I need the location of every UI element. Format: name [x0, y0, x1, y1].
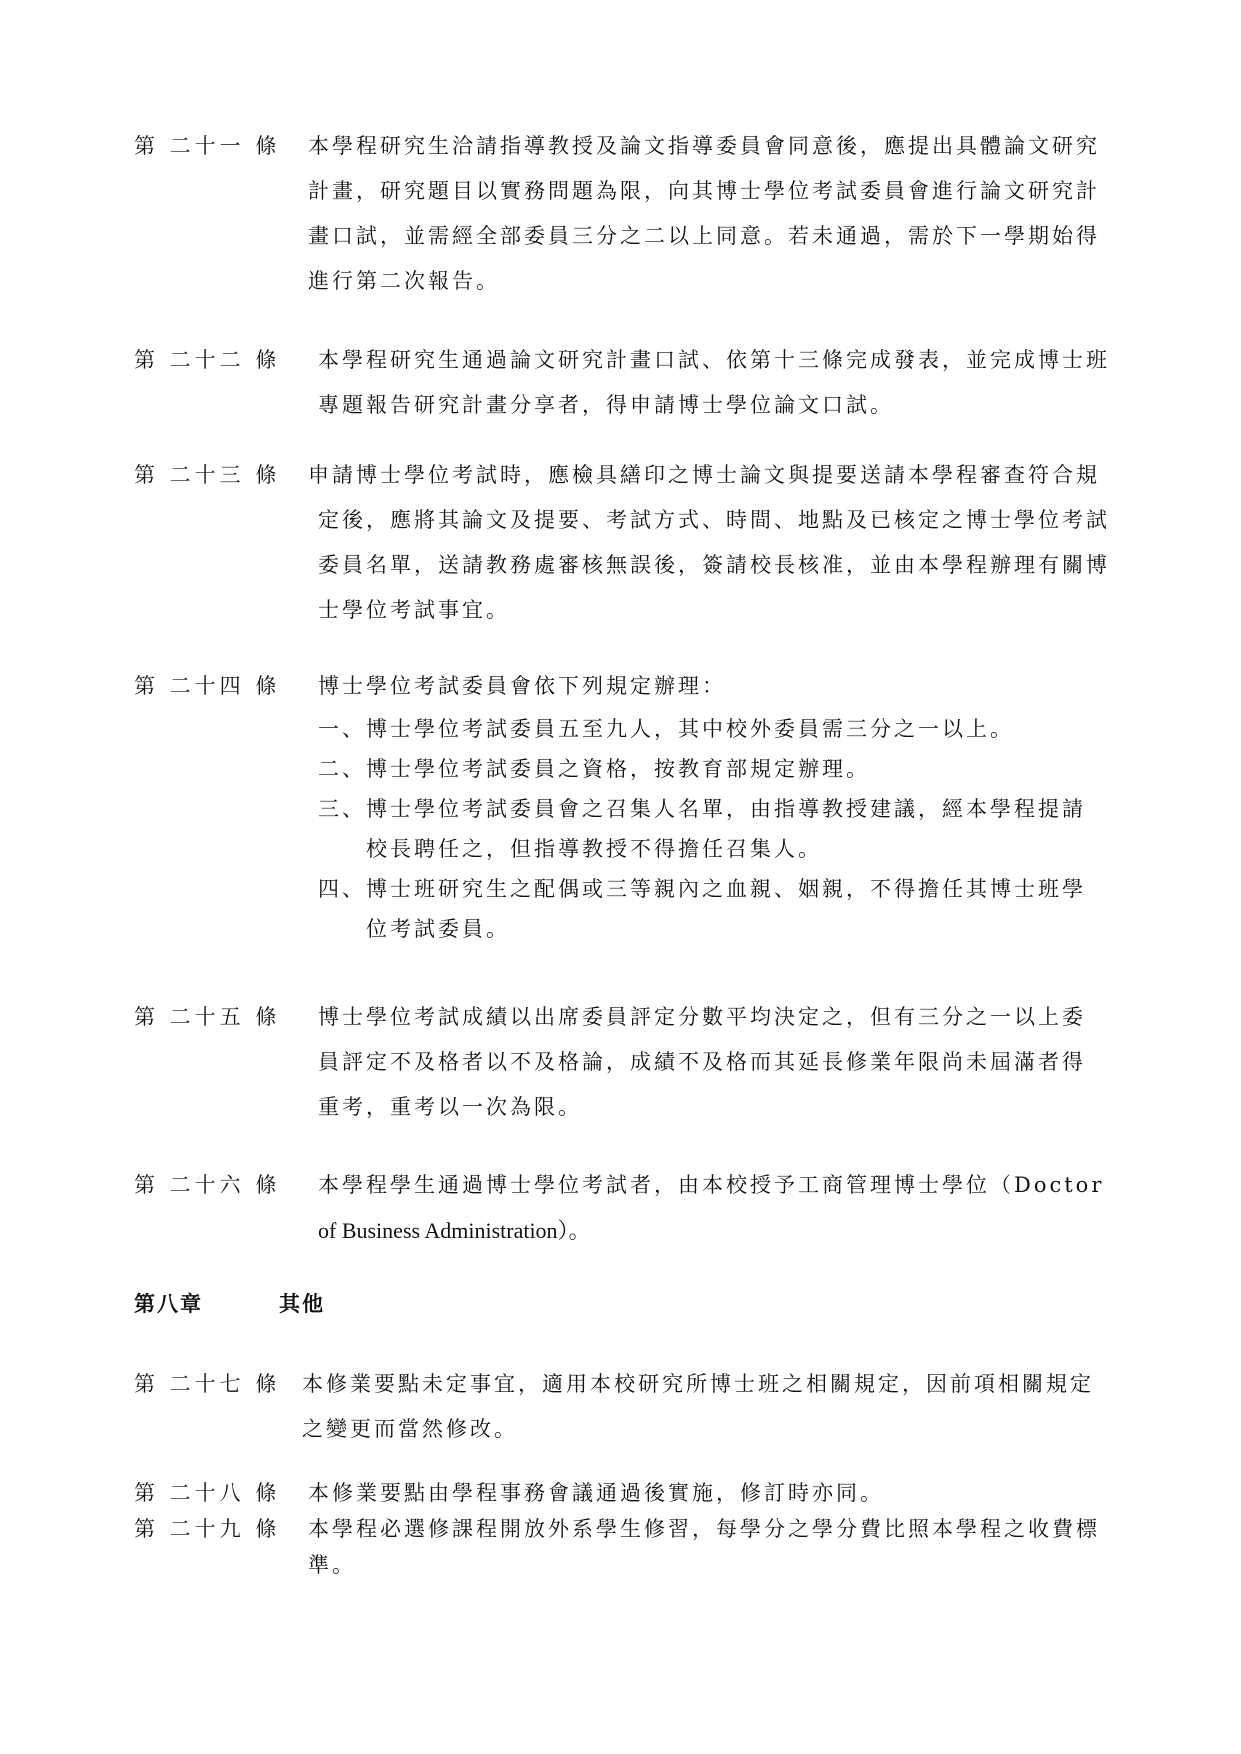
article-line: 本學程學生通過博士學位考試者，由本校授予工商管理博士學位（Doctor [318, 1173, 1105, 1197]
list-item-text: 四、博士班研究生之配偶或三等親內之血親、姻親，不得擔任其博士班學 [318, 877, 1086, 901]
article-label: 第 二十七 條 [134, 1372, 281, 1396]
article-label: 第 二十六 條 [134, 1173, 281, 1197]
article-line: 計畫，研究題目以實務問題為限，向其博士學位考試委員會進行論文研究計 [308, 179, 1100, 203]
article-line: 博士學位考試成績以出席委員評定分數平均決定之，但有三分之一以上委 [318, 1005, 1086, 1029]
article-line: 畫口試，並需經全部委員三分之二以上同意。若未通過，需於下一學期始得 [308, 224, 1100, 248]
chapter-heading [134, 1288, 325, 1318]
article-line: 員評定不及格者以不及格論，成績不及格而其延長修業年限尚未屆滿者得 [318, 1050, 1086, 1074]
article-body [302, 1362, 1134, 1452]
list-item [318, 789, 1134, 869]
list-item-text: 二、博士學位考試委員之資格，按教育部規定辦理。 [318, 757, 870, 781]
article-label: 第 二十五 條 [134, 1005, 281, 1029]
article-line: 重考，重考以一次為限。 [318, 1095, 582, 1119]
article-line: 本學程研究生洽請指導教授及論文指導委員會同意後，應提出具體論文研究 [308, 134, 1100, 158]
article-label: 第 二十四 條 [134, 674, 281, 698]
article-line: 本修業要點由學程事務會議通過後實施，修訂時亦同。 [308, 1481, 884, 1505]
article-label: 第 二十二 條 [134, 348, 281, 372]
article-line: 本學程研究生通過論文研究計畫口試、依第十三條完成發表，並完成博士班 [318, 348, 1110, 372]
article-body [308, 1511, 1134, 1583]
article-line: 申請博士學位考試時，應檢具繕印之博士論文與提要送請本學程審查符合規 [308, 463, 1100, 487]
chapter-title: 其他 [279, 1291, 325, 1316]
article-line: 本修業要點未定事宜，適用本校研究所博士班之相關規定，因前項相關規定 [302, 1372, 1094, 1396]
article-label: 第 二十一 條 [134, 134, 281, 158]
article-line: 本學程必選修課程開放外系學生修習，每學分之學分費比照本學程之收費標 [308, 1517, 1100, 1541]
article-line: 定後，應將其論文及提要、考試方式、時間、地點及已核定之博士學位考試 [318, 508, 1110, 532]
article-line: 委員名單，送請教務處審核無誤後，簽請校長核准，並由本學程辦理有關博 [318, 553, 1110, 577]
article-body [308, 1475, 1134, 1511]
list-item-continuation: 校長聘任之，但指導教授不得擔任召集人。 [366, 837, 822, 861]
list-item-continuation: 位考試委員。 [366, 917, 510, 941]
article-label: 第 二十三 條 [134, 463, 281, 487]
article-line: 進行第二次報告。 [308, 269, 500, 293]
chapter-number: 第八章 [134, 1291, 203, 1316]
article-body [318, 664, 1134, 949]
article-line: 之變更而當然修改。 [302, 1417, 518, 1441]
article-line: 士學位考試事宜。 [318, 598, 510, 622]
article-intro: 博士學位考試委員會依下列規定辦理： [318, 674, 726, 698]
article-body [318, 1163, 1134, 1253]
article-line: 專題報告研究計畫分享者，得申請博士學位論文口試。 [318, 393, 894, 417]
article-line: of Business Administration）。 [318, 1218, 591, 1243]
article-line: 準。 [308, 1553, 356, 1577]
article-body [318, 338, 1134, 428]
article-body [318, 995, 1134, 1130]
article-body [308, 453, 1134, 633]
list-item-text: 一、博士學位考試委員五至九人，其中校外委員需三分之一以上。 [318, 717, 1014, 741]
list-item [318, 709, 1134, 749]
list-item [318, 869, 1134, 949]
article-label: 第 二十八 條 [134, 1481, 281, 1505]
list-item [318, 749, 1134, 789]
article-body [308, 124, 1134, 304]
article-label: 第 二十九 條 [134, 1517, 281, 1541]
list-item-text: 三、博士學位考試委員會之召集人名單，由指導教授建議，經本學程提請 [318, 797, 1086, 821]
